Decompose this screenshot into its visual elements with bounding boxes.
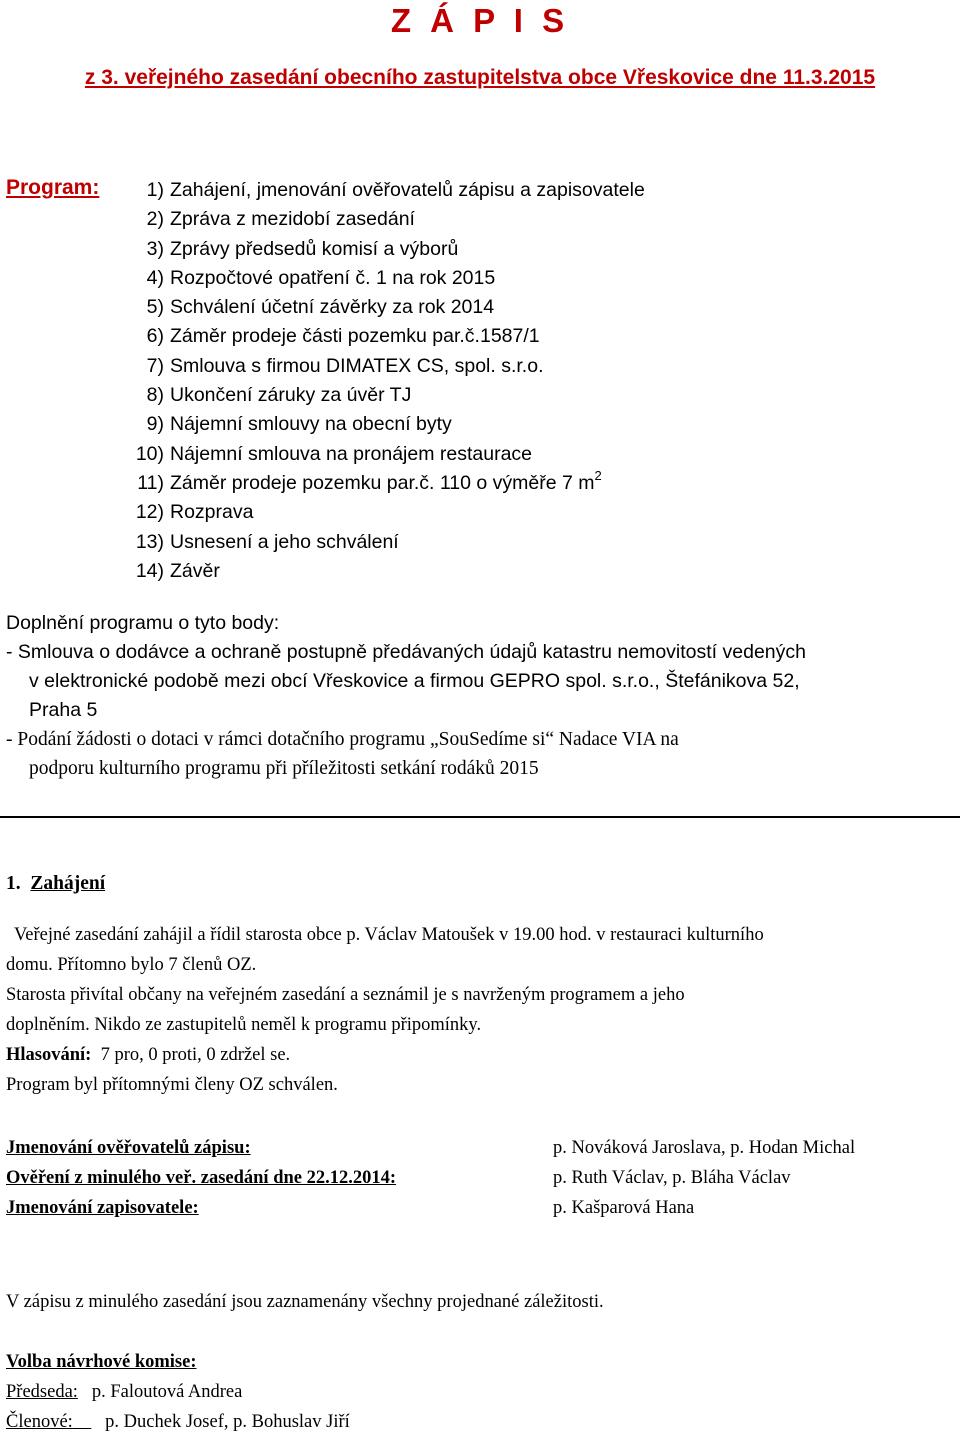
- chair-label: Předseda:: [6, 1382, 78, 1402]
- chair-value: p. Faloutová Andrea: [91, 1382, 243, 1402]
- vote-result: 7 pro, 0 proti, 0 zdržel se.: [100, 1045, 291, 1065]
- members-label: Členové:: [6, 1412, 73, 1432]
- supplement-bullet-2-cont: podporu kulturního programu při příležitosti setkání rodáků 2015: [29, 758, 539, 779]
- commission-heading: Volba návrhové komise:: [6, 1352, 197, 1372]
- appointment-value: p. Kašparová Hana: [553, 1198, 695, 1218]
- supplement-bullet-1-cont: Praha 5: [29, 699, 98, 721]
- document-title: Z Á P I S: [390, 2, 570, 39]
- divider: [0, 816, 960, 818]
- members-value: p. Duchek Josef, p. Bohuslav Jiří: [105, 1412, 350, 1432]
- section-heading: [6, 874, 105, 894]
- supplement-bullet-2: - Podání žádosti o dotaci v rámci dotačního programu „SouSedíme si“ Nadace VIA na: [6, 729, 679, 750]
- program-item: 14) Závěr: [135, 559, 220, 582]
- vote-label: Hlasování:: [6, 1045, 92, 1065]
- program-label: Program:: [6, 176, 100, 199]
- program-item: 4) Rozpočtové opatření č. 1 na rok 2015: [146, 266, 496, 289]
- previous-minutes-note: V zápisu z minulého zasedání jsou zaznamenány všechny projednané záležitosti.: [6, 1292, 604, 1312]
- paragraph-line: Veřejné zasedání zahájil a řídil starosta obce p. Václav Matoušek v 19.00 hod. v restauraci kulturního: [14, 925, 764, 945]
- program-item: 6) Záměr prodeje části pozemku par.č.1587/1: [146, 325, 540, 348]
- program-item: 13) Usnesení a jeho schválení: [135, 530, 399, 553]
- supplement-heading: Doplnění programu o tyto body:: [6, 612, 280, 634]
- program-item: 11) Záměr prodeje pozemku par.č. 110 o výměře 7 $m^2$: [137, 467, 602, 494]
- program-item: 7) Smlouva s firmou DIMATEX CS, spol. s.r.o.: [146, 354, 544, 377]
- program-item: 8) Ukončení záruky za úvěr TJ: [146, 384, 412, 407]
- paragraph-line: Starosta přivítal občany na veřejném zasedání a seznámil je s navrženým programem a jeho: [6, 985, 685, 1005]
- supplement-bullet-1-cont: v elektronické podobě mezi obcí Vřeskovice a firmou GEPRO spol. s.r.o., Štefánikova 52,: [29, 670, 800, 692]
- superscript: 2: [594, 467, 602, 483]
- appointment-value: p. Nováková Jaroslava, p. Hodan Michal: [553, 1138, 856, 1158]
- appointment-label: Jmenování zapisovatele:: [6, 1198, 199, 1218]
- program-item: 3) Zprávy předsedů komisí a výborů: [146, 237, 459, 260]
- program-item: 9) Nájemní smlouvy na obecní byty: [146, 413, 452, 436]
- appointment-label: Jmenování ověřovatelů zápisu:: [6, 1138, 251, 1158]
- program-item: 10) Nájemní smlouva na pronájem restaurace: [135, 442, 533, 465]
- paragraph-line: doplněním. Nikdo ze zastupitelů neměl k programu připomínky.: [6, 1015, 482, 1035]
- appointment-label: Ověření z minulého veř. zasedání dne 22.12.2014:: [6, 1168, 397, 1188]
- section-title: Zahájení: [30, 873, 106, 894]
- program-item: 12) Rozprava: [135, 501, 254, 524]
- program-item: 2) Zpráva z mezidobí zasedání: [146, 208, 415, 231]
- vote-line: [6, 1046, 290, 1065]
- approval-line: Program byl přítomnými členy OZ schválen.: [6, 1075, 338, 1095]
- appointment-value: p. Ruth Václav, p. Bláha Václav: [553, 1168, 791, 1188]
- document-subtitle: z 3. veřejného zasedání obecního zastupitelstva obce Vřeskovice dne 11.3.2015: [84, 66, 876, 89]
- commission-chair: [6, 1383, 242, 1402]
- program-item: 1) Zahájení, jmenování ověřovatelů zápisu a zapisovatele: [146, 179, 645, 201]
- program-item: 5) Schválení účetní závěrky za rok 2014: [146, 296, 495, 319]
- section-number: 1.: [6, 873, 21, 894]
- commission-members: [6, 1413, 350, 1432]
- paragraph-line: domu. Přítomno bylo 7 členů OZ.: [6, 955, 257, 975]
- program-list: [120, 176, 645, 586]
- supplement-bullet-1: - Smlouva o dodávce a ochraně postupně předávaných údajů katastru nemovitostí vedených: [6, 641, 806, 663]
